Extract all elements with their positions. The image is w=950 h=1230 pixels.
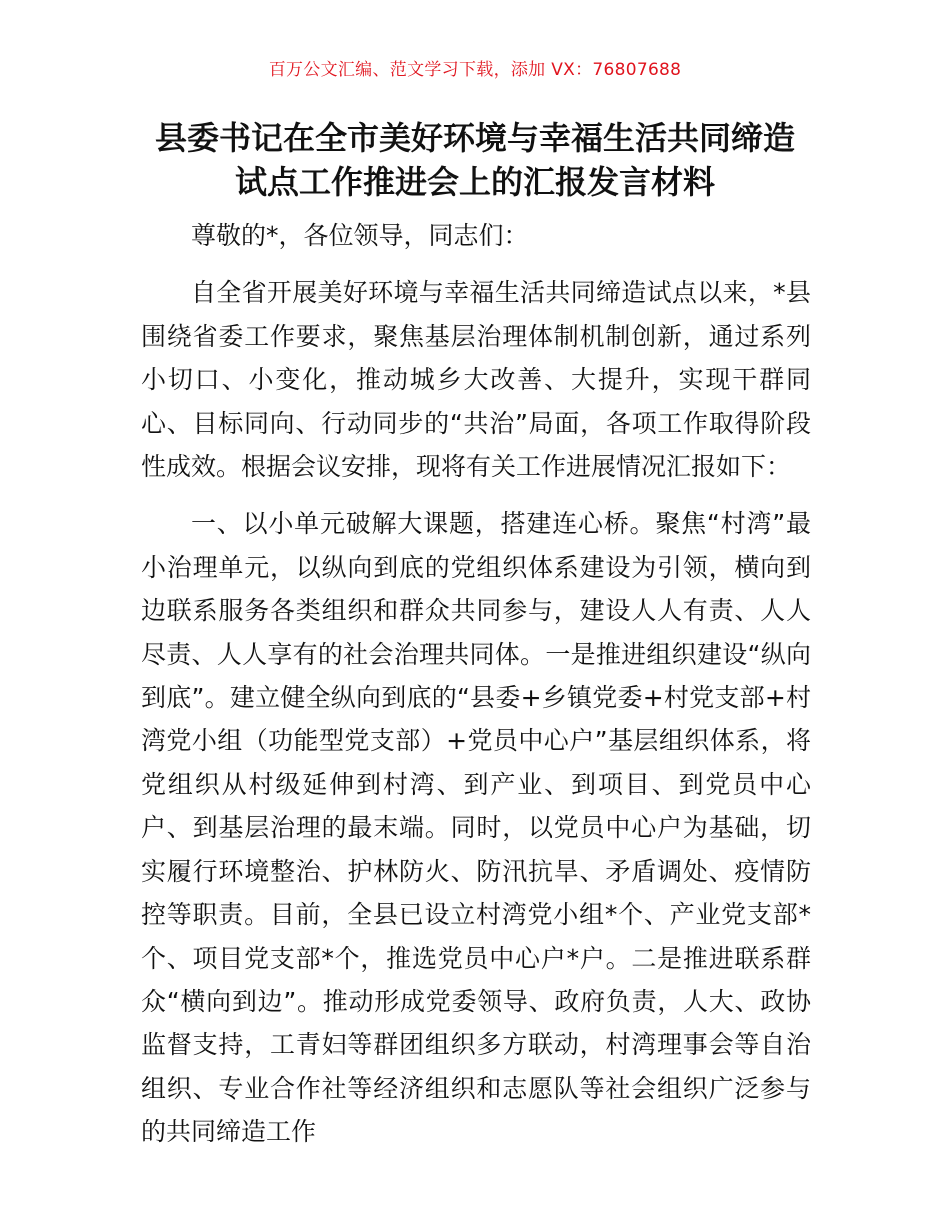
watermark-banner: 百万公文汇编、范文学习下载，添加 VX：76807688 [268, 60, 682, 80]
salutation: 尊敬的*，各位领导，同志们： [191, 221, 529, 250]
document-title [100, 116, 850, 204]
paragraph-section-one: 一、以小单元破解大课题，搭建连心桥。聚焦“村湾”最小治理单元，以纵向到底的党组织体系建设为引领，横向到边联系服务各类组织和群众共同参与，建设人人有责、人人尽责、人人享有的社会治理共同体。一是推进组织建设“纵向到底”。建立健全纵向到底的“县委+乡镇党委+村党支部+村湾党小组（功能型党支部）+党员中心户”基层组织体系，将党组织从村级延伸到村湾、到产业、到项目、到党员中心户、到基层治理的最末端。同时，以党员中心户为基础，切实履行环境整治、护林防火、防汛抗旱、矛盾调处、疫情防控等职责。目前，全县已设立村湾党小组*个、产业党支部*个、项目党支部*个，推选党员中心户*户。二是推进联系群众“横向到边”。推动形成党委领导、政府负责，人大、政协监督支持，工青妇等群团组织多方联动，村湾理事会等自治组织、专业合作社等经济组织和志愿队等社会组织广泛参与的共同缔造工作 [141, 509, 811, 1147]
title-line-1: 县委书记在全市美好环境与幸福生活共同缔造 [154, 119, 795, 157]
document-body [141, 214, 811, 1168]
title-line-2: 试点工作推进会上的汇报发言材料 [234, 163, 715, 201]
paragraph-intro: 自全省开展美好环境与幸福生活共同缔造试点以来，*县围绕省委工作要求，聚焦基层治理体制机制创新，通过系列小切口、小变化，推动城乡大改善、大提升，实现干群同心、目标同向、行动同步的“共治”局面，各项工作取得阶段性成效。根据会议安排，现将有关工作进展情况汇报如下： [141, 278, 811, 482]
